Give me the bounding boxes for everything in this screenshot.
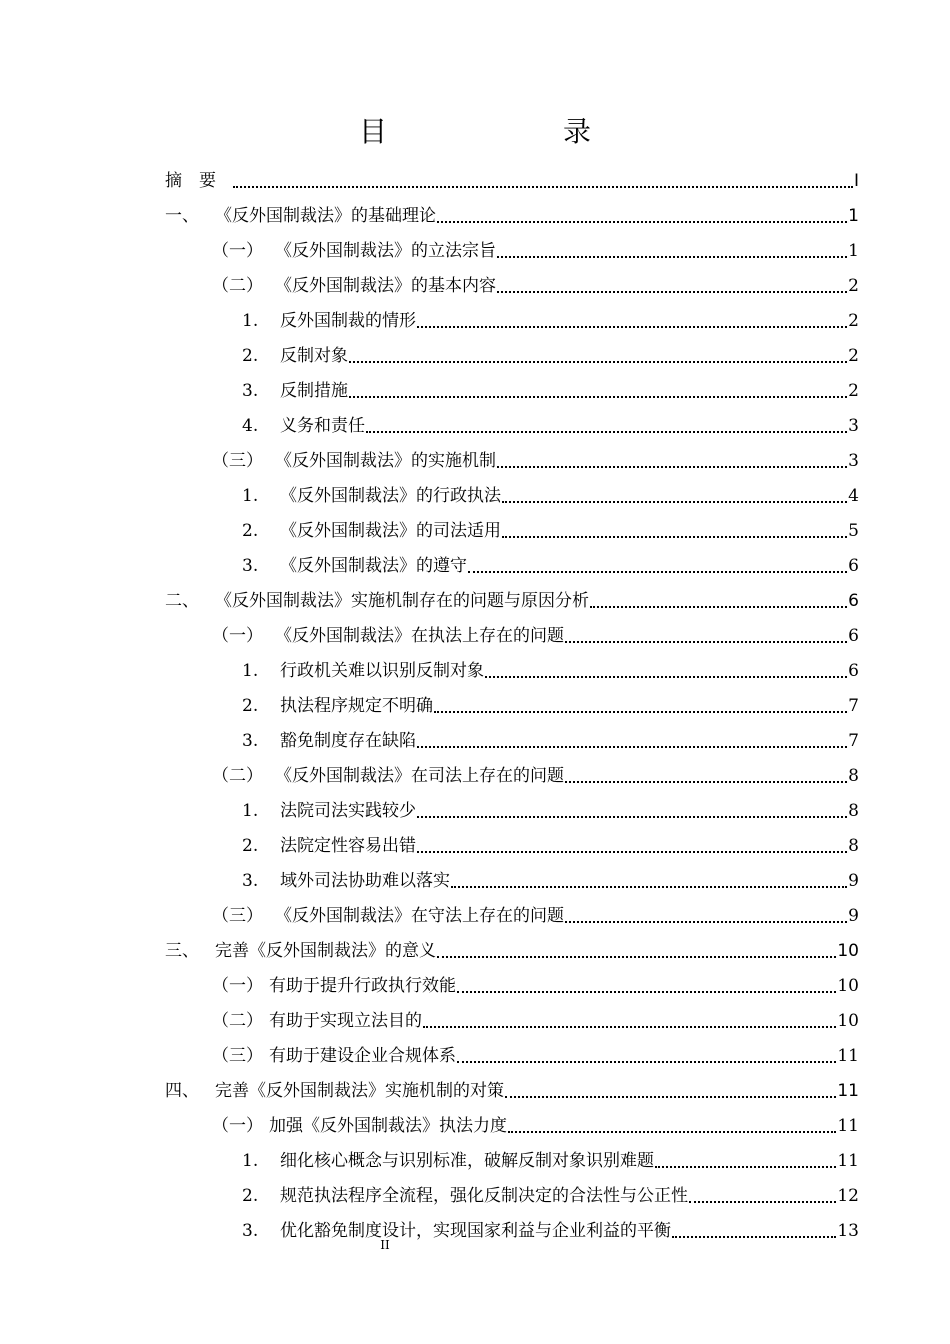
toc-entry[interactable] [165,788,859,822]
toc-entry-page: 10 [837,941,859,961]
toc-entry[interactable] [165,298,859,332]
toc-dot-leader [689,1201,836,1203]
toc-entry-number: 1. [242,311,259,331]
toc-entry-number: 摘 要 [165,171,216,191]
toc-entry-page: 12 [837,1186,859,1206]
toc-entry-text: 完善《反外国制裁法》实施机制的对策 [215,1081,504,1101]
toc-entry-text: 《反外国制裁法》的实施机制 [275,451,496,471]
toc-entry-text: 《反外国制裁法》的立法宗旨 [275,241,496,261]
toc-dot-leader [485,676,847,678]
toc-entry-number: （一） [212,976,263,996]
toc-entry[interactable] [165,158,859,192]
toc-dot-leader [655,1166,836,1168]
toc-entry[interactable] [165,858,859,892]
toc-entry-page: 10 [837,1011,859,1031]
toc-dot-leader [502,536,847,538]
toc-dot-leader [451,886,847,888]
toc-entry-text: 执法程序规定不明确 [280,696,433,716]
toc-dot-leader [417,851,847,853]
toc-entry-page: 2 [848,346,859,366]
toc-entry-text: 豁免制度存在缺陷 [280,731,416,751]
toc-entry-page: 2 [848,381,859,401]
toc-entry-number: 一、 [165,206,199,226]
toc-dot-leader [349,361,847,363]
toc-entry[interactable] [165,1173,859,1207]
toc-entry-number: （三） [212,1046,263,1066]
toc-dot-leader [497,256,847,258]
toc-entry-text: 反制对象 [280,346,348,366]
toc-dot-leader [457,991,836,993]
toc-entry-text: 《反外国制裁法》在守法上存在的问题 [275,906,564,926]
toc-entry-number: 1. [242,486,259,506]
toc-entry-number: 2. [242,346,259,366]
toc-entry-page: 9 [848,906,859,926]
toc-entry-text: 有助于实现立法目的 [269,1011,422,1031]
toc-entry-text: 完善《反外国制裁法》的意义 [215,941,436,961]
toc-entry[interactable] [165,508,859,542]
toc-entry-page: 7 [848,696,859,716]
toc-entry-page: I [853,171,859,191]
toc-dot-leader [457,1061,836,1063]
toc-entry[interactable] [165,403,859,437]
toc-entry-number: 3. [242,381,259,401]
toc-entry-number: （一） [212,626,263,646]
toc-entry[interactable] [165,228,859,262]
toc-entry[interactable] [165,333,859,367]
toc-entry-number: （一） [212,241,263,261]
toc-title: 目 录 [358,115,631,148]
toc-entry-text: 《反外国制裁法》在执法上存在的问题 [275,626,564,646]
toc-entry-page: 6 [848,591,859,611]
toc-entry[interactable] [165,368,859,402]
toc-dot-leader [508,1131,836,1133]
toc-entry-page: 5 [848,521,859,541]
toc-entry-text: 法院定性容易出错 [280,836,416,856]
toc-entry-page: 6 [848,556,859,576]
toc-entry[interactable] [165,998,859,1032]
toc-entry-page: 11 [837,1151,859,1171]
toc-entry-text: 《反外国制裁法》的行政执法 [280,486,501,506]
toc-entry-page: 8 [848,836,859,856]
toc-entry-number: 2. [242,521,259,541]
toc-entry[interactable] [165,648,859,682]
toc-entry-number: （二） [212,1011,263,1031]
toc-entry[interactable] [165,753,859,787]
toc-entry-text: 《反外国制裁法》实施机制存在的问题与原因分析 [215,591,589,611]
toc-dot-leader [434,711,847,713]
toc-entry[interactable] [165,543,859,577]
toc-dot-leader [437,956,836,958]
toc-entry-text: 优化豁免制度设计，实现国家利益与企业利益的平衡 [280,1221,671,1241]
toc-entry[interactable] [165,578,859,612]
toc-entry-page: 1 [848,206,859,226]
toc-entry-text: 《反外国制裁法》的基础理论 [215,206,436,226]
toc-dot-leader [565,781,847,783]
toc-entry-text: 《反外国制裁法》在司法上存在的问题 [275,766,564,786]
toc-dot-leader [565,921,847,923]
toc-entry[interactable] [165,1138,859,1172]
toc-entry-page: 8 [848,766,859,786]
toc-entry-text: 加强《反外国制裁法》执法力度 [269,1116,507,1136]
toc-entry-text: 《反外国制裁法》的遵守 [280,556,467,576]
toc-entry-number: 三、 [165,941,199,961]
toc-entry-text: 《反外国制裁法》的基本内容 [275,276,496,296]
toc-entry[interactable] [165,823,859,857]
toc-entry-page: 11 [837,1046,859,1066]
toc-entry-page: 2 [848,311,859,331]
toc-entry-page: 1 [848,241,859,261]
toc-entry-page: 7 [848,731,859,751]
toc-dot-leader [417,326,847,328]
toc-entry-page: 11 [837,1081,859,1101]
toc-entry-number: （二） [212,766,263,786]
toc-entry-number: 二、 [165,591,199,611]
toc-entry[interactable] [165,963,859,997]
toc-dot-leader [497,291,847,293]
toc-entry-page: 6 [848,661,859,681]
toc-dot-leader [497,466,847,468]
toc-entry-number: 3. [242,871,259,891]
toc-entry-number: 3. [242,556,259,576]
toc-entry-page: 3 [848,451,859,471]
toc-entry[interactable] [165,683,859,717]
toc-dot-leader [423,1026,836,1028]
toc-dot-leader [349,396,847,398]
toc-entry-number: 四、 [165,1081,199,1101]
toc-entry-page: 3 [848,416,859,436]
toc-entry-text: 反制措施 [280,381,348,401]
toc-entry-page: 11 [837,1116,859,1136]
toc-entry-number: 2. [242,696,259,716]
toc-entry-text: 规范执法程序全流程，强化反制决定的合法性与公正性 [280,1186,688,1206]
toc-entry-page: 2 [848,276,859,296]
toc-entry-number: （一） [212,1116,263,1136]
toc-entry[interactable] [165,193,859,227]
toc-entry-number: 1. [242,661,259,681]
toc-entry[interactable] [165,1033,859,1067]
page-number: II [380,1238,390,1252]
toc-entry[interactable] [165,718,859,752]
toc-entry-page: 6 [848,626,859,646]
toc-dot-leader [233,186,853,188]
toc-entry-text: 域外司法协助难以落实 [280,871,450,891]
toc-dot-leader [565,641,847,643]
toc-entry-number: 4. [242,416,259,436]
toc-entry-text: 反外国制裁的情形 [280,311,416,331]
toc-entry-page: 9 [848,871,859,891]
toc-entry-number: （二） [212,276,263,296]
toc-entry-number: 3. [242,1221,259,1241]
toc-entry[interactable] [165,438,859,472]
toc-entry-page: 4 [848,486,859,506]
toc-entry-number: 2. [242,836,259,856]
toc-entry[interactable] [165,1103,859,1137]
toc-entry[interactable] [165,613,859,647]
toc-entry-text: 细化核心概念与识别标准，破解反制对象识别难题 [280,1151,654,1171]
toc-entry-number: 1. [242,801,259,821]
toc-entry-text: 《反外国制裁法》的司法适用 [280,521,501,541]
toc-entry[interactable] [165,263,859,297]
toc-entry-number: （三） [212,451,263,471]
toc-dot-leader [590,606,847,608]
toc-entry-text: 法院司法实践较少 [280,801,416,821]
toc-entry-text: 义务和责任 [280,416,365,436]
toc-dot-leader [366,431,847,433]
toc-entry[interactable] [165,473,859,507]
toc-entry-number: （三） [212,906,263,926]
toc-entry[interactable] [165,1208,859,1242]
toc-entry-number: 2. [242,1186,259,1206]
toc-dot-leader [502,501,847,503]
toc-dot-leader [417,816,847,818]
toc-dot-leader [505,1096,836,1098]
toc-entry-text: 有助于建设企业合规体系 [269,1046,456,1066]
toc-entry-number: 1. [242,1151,259,1171]
toc-entry-number: 3. [242,731,259,751]
toc-entry[interactable] [165,893,859,927]
toc-entry-text: 有助于提升行政执行效能 [269,976,456,996]
toc-entry[interactable] [165,928,859,962]
toc-entry-text: 行政机关难以识别反制对象 [280,661,484,681]
toc-dot-leader [437,221,847,223]
toc-entry-page: 10 [837,976,859,996]
toc-entry-page: 8 [848,801,859,821]
toc-entry-page: 13 [837,1221,859,1241]
toc-entry[interactable] [165,1068,859,1102]
toc-dot-leader [468,571,847,573]
toc-dot-leader [417,746,847,748]
